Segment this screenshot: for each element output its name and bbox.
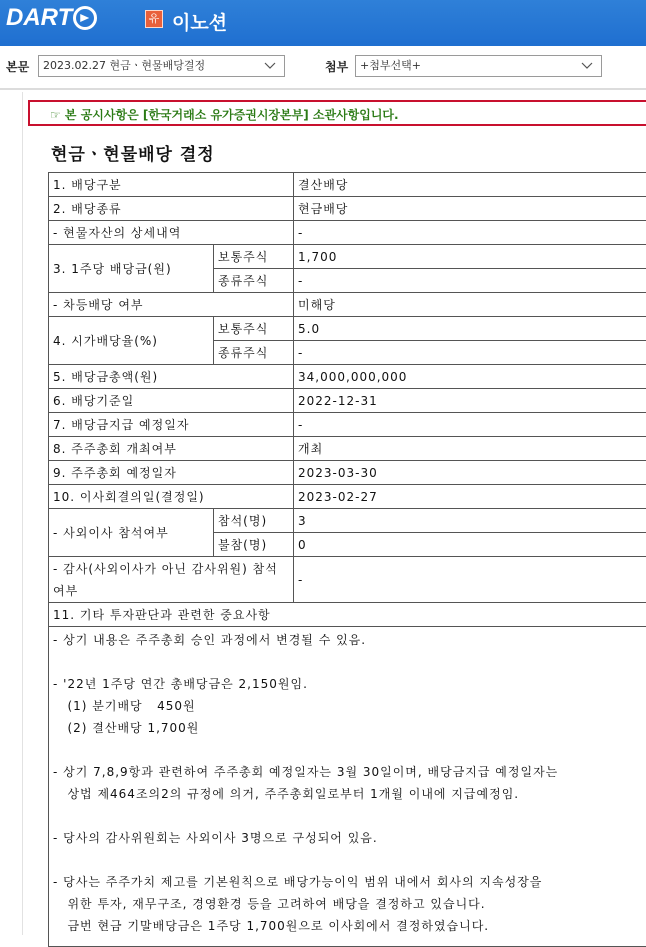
table-row — [49, 221, 646, 245]
row-label: 6. 배당기준일 — [49, 389, 294, 413]
row-sublabel: 불참(명) — [214, 533, 294, 557]
table-row — [49, 461, 646, 485]
note-line: - 당사는 주주가치 제고를 기본원칙으로 배당가능이익 범위 내에서 회사의 지속성장을 — [53, 871, 646, 893]
row-label: 10. 이사회결의일(결정일) — [49, 485, 294, 509]
row-label: 2. 배당종류 — [49, 197, 294, 221]
chevron-down-icon — [264, 60, 276, 72]
dividend-table — [48, 172, 646, 947]
row-value: 미해당 — [294, 293, 646, 317]
table-row — [49, 485, 646, 509]
table-row — [49, 627, 646, 947]
dart-logo-icon — [73, 6, 97, 30]
row-value: 결산배당 — [294, 173, 646, 197]
row-label: 5. 배당금총액(원) — [49, 365, 294, 389]
note-line: (1) 분기배당 450원 — [53, 695, 646, 717]
row-value: - — [294, 269, 646, 293]
table-row — [49, 557, 646, 603]
table-row — [49, 317, 646, 341]
row-sublabel: 종류주식 — [214, 269, 294, 293]
table-row — [49, 603, 646, 627]
app-header — [0, 0, 646, 46]
note-line: 위한 투자, 재무구조, 경영환경 등을 고려하여 배당을 결정하고 있습니다. — [53, 893, 646, 915]
row-value: - — [294, 221, 646, 245]
document-title: 현금ㆍ현물배당 결정 — [51, 140, 215, 165]
jurisdiction-notice — [28, 100, 646, 126]
note-line: - '22년 1주당 연간 총배당금은 2,150원임. — [53, 673, 646, 695]
row-value: 1,700 — [294, 245, 646, 269]
row-sublabel: 보통주식 — [214, 317, 294, 341]
company-name: 이노션 — [172, 8, 227, 35]
row-label: 1. 배당구분 — [49, 173, 294, 197]
row-value: - — [294, 557, 646, 603]
row-value: - — [294, 341, 646, 365]
row-value: 0 — [294, 533, 646, 557]
row-label: 11. 기타 투자판단과 관련한 중요사항 — [49, 603, 646, 627]
row-value: 2022-12-31 — [294, 389, 646, 413]
attach-select-value: +첨부선택+ — [360, 59, 421, 72]
row-value: 개최 — [294, 437, 646, 461]
notes-cell — [49, 627, 646, 947]
body-label: 본문 — [6, 58, 29, 75]
note-line — [53, 849, 646, 871]
toolbar — [0, 46, 646, 88]
row-value: 34,000,000,000 — [294, 365, 646, 389]
row-sublabel: 종류주식 — [214, 341, 294, 365]
attach-label: 첨부 — [325, 58, 348, 75]
chevron-down-icon — [581, 60, 593, 72]
table-row — [49, 365, 646, 389]
table-row — [49, 437, 646, 461]
note-line: (2) 결산배당 1,700원 — [53, 717, 646, 739]
row-label: - 감사(사외이사가 아닌 감사위원) 참석여부 — [49, 557, 294, 603]
note-line: - 상기 내용은 주주총회 승인 과정에서 변경될 수 있음. — [53, 629, 646, 651]
table-row — [49, 413, 646, 437]
body-select[interactable] — [38, 55, 285, 77]
dart-logo[interactable] — [6, 3, 97, 33]
logo-text: DART — [6, 4, 72, 32]
row-label: 7. 배당금지급 예정일자 — [49, 413, 294, 437]
row-label: - 사외이사 참석여부 — [49, 509, 214, 557]
row-sublabel: 참석(명) — [214, 509, 294, 533]
row-label: 8. 주주총회 개최여부 — [49, 437, 294, 461]
attach-select[interactable] — [355, 55, 602, 77]
row-value: 5.0 — [294, 317, 646, 341]
company-market-badge: 유 — [145, 10, 163, 28]
note-line: - 상기 7,8,9항과 관련하여 주주총회 예정일자는 3월 30일이며, 배당금지급 예정일자는 — [53, 761, 646, 783]
note-line: - 당사의 감사위원회는 사외이사 3명으로 구성되어 있음. — [53, 827, 646, 849]
document-viewer[interactable] — [22, 92, 646, 935]
table-row — [49, 293, 646, 317]
row-value: 2023-02-27 — [294, 485, 646, 509]
row-sublabel: 보통주식 — [214, 245, 294, 269]
row-value: 현금배당 — [294, 197, 646, 221]
row-value: 3 — [294, 509, 646, 533]
row-label: - 차등배당 여부 — [49, 293, 294, 317]
row-label: 9. 주주총회 예정일자 — [49, 461, 294, 485]
body-select-value: 2023.02.27 현금ㆍ현물배당결정 — [43, 59, 205, 72]
row-label: - 현물자산의 상세내역 — [49, 221, 294, 245]
row-label: 3. 1주당 배당금(원) — [49, 245, 214, 293]
notice-text: ☞ 본 공시사항은 [한국거래소 유가증권시장본부] 소관사항입니다. — [50, 106, 399, 123]
note-line: 상법 제464조의2의 규정에 의거, 주주총회일로부터 1개월 이내에 지급예정임. — [53, 783, 646, 805]
table-row — [49, 245, 646, 269]
row-label: 4. 시가배당율(%) — [49, 317, 214, 365]
table-row — [49, 173, 646, 197]
table-row — [49, 197, 646, 221]
note-line — [53, 739, 646, 761]
note-line — [53, 805, 646, 827]
table-row — [49, 509, 646, 533]
toolbar-divider — [0, 88, 646, 90]
row-value: - — [294, 413, 646, 437]
note-line — [53, 651, 646, 673]
note-line: 금번 현금 기말배당금은 1주당 1,700원으로 이사회에서 결정하였습니다. — [53, 915, 646, 937]
table-row — [49, 389, 646, 413]
row-value: 2023-03-30 — [294, 461, 646, 485]
